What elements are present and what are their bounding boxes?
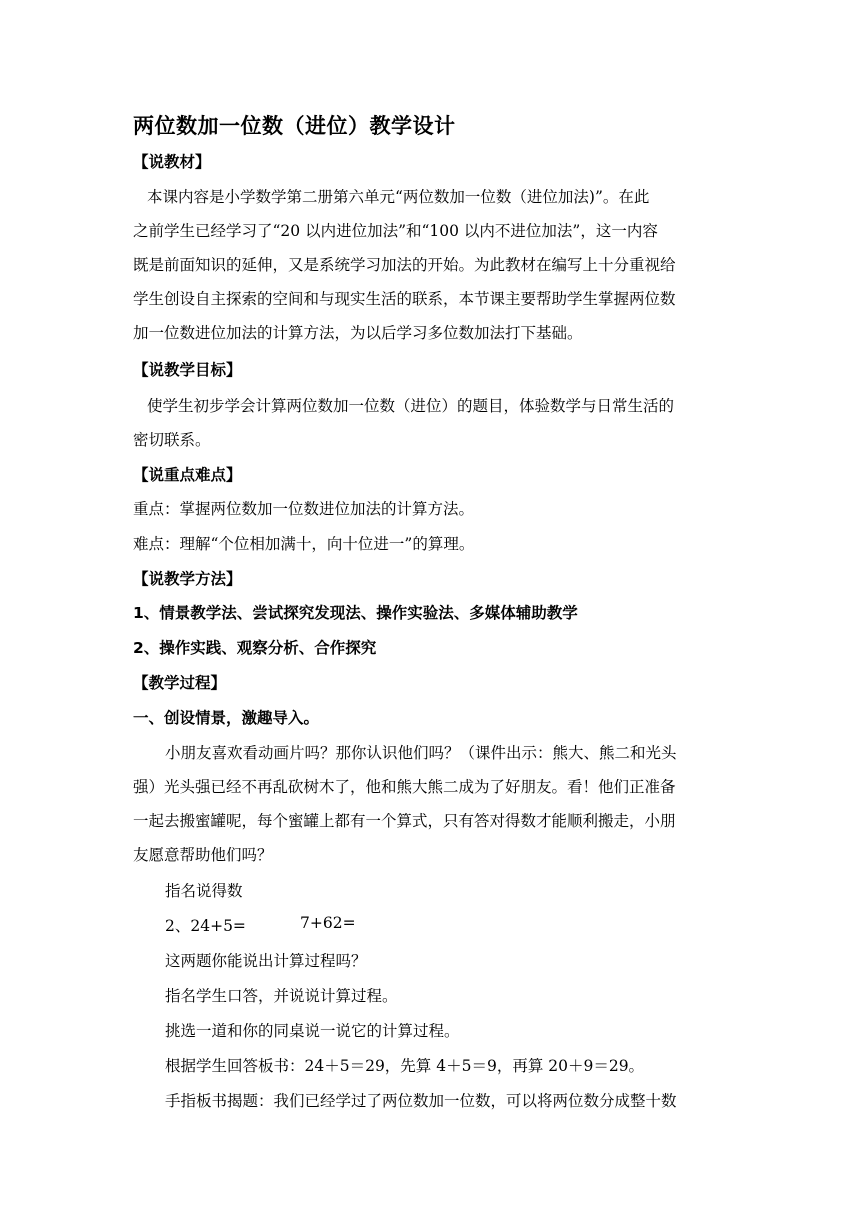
paragraph-line: 指名学生口答，并说说计算过程。	[165, 987, 398, 1005]
document-title: 两位数加一位数（进位）教学设计	[133, 113, 456, 138]
section-heading-process: 【教学过程】	[133, 674, 227, 692]
step-heading: 一、创设情景，激趣导入。	[133, 709, 320, 727]
paragraph-line: 这两题你能说出计算过程吗？	[165, 952, 367, 970]
paragraph-line: 密切联系。	[133, 431, 211, 449]
paragraph-line: 学生创设自主探索的空间和与现实生活的联系，本节课主要帮助学生掌握两位数	[133, 290, 676, 308]
section-heading-textbook: 【说教材】	[133, 153, 211, 171]
paragraph-line: 友愿意帮助他们吗？	[133, 846, 273, 864]
section-heading-goals: 【说教学目标】	[133, 361, 242, 379]
exercise-1: 2、24+5=	[165, 917, 246, 935]
paragraph-line: 使学生初步学会计算两位数加一位数（进位）的题目，体验数学与日常生活的	[147, 397, 675, 415]
key-point: 重点：掌握两位数加一位数进位加法的计算方法。	[133, 500, 475, 518]
paragraph-line: 手指板书揭题：我们已经学过了两位数加一位数，可以将两位数分成整十数	[165, 1092, 677, 1110]
method-item: 1、情景教学法、尝试探究发现法、操作实验法、多媒体辅助教学	[133, 604, 578, 622]
section-heading-methods: 【说教学方法】	[133, 570, 242, 588]
paragraph-line: 小朋友喜欢看动画片吗？那你认识他们吗？（课件出示：熊大、熊二和光头	[165, 744, 677, 762]
paragraph-line: 强）光头强已经不再乱砍树木了，他和熊大熊二成为了好朋友。看！他们正准备	[133, 778, 676, 796]
paragraph-line: 挑选一道和你的同桌说一说它的计算过程。	[165, 1022, 460, 1040]
section-heading-key-points: 【说重点难点】	[133, 466, 242, 484]
paragraph-line: 指名说得数	[165, 882, 243, 900]
difficult-point: 难点：理解“个位相加满十，向十位进一”的算理。	[133, 535, 475, 553]
paragraph-line: 本课内容是小学数学第二册第六单元“两位数加一位数（进位加法)”。在此	[147, 188, 650, 206]
paragraph-line: 根据学生回答板书：24＋5＝29，先算 4＋5＝9，再算 20＋9＝29。	[165, 1057, 645, 1075]
method-item: 2、操作实践、观察分析、合作探究	[133, 639, 377, 657]
paragraph-line: 之前学生已经学习了“20 以内进位加法”和“100 以内不进位加法”，这一内容	[133, 222, 658, 240]
exercise-2: 7+62=	[300, 914, 356, 932]
paragraph-line: 既是前面知识的延伸，又是系统学习加法的开始。为此教材在编写上十分重视给	[133, 256, 676, 274]
paragraph-line: 加一位数进位加法的计算方法，为以后学习多位数加法打下基础。	[133, 324, 583, 342]
paragraph-line: 一起去搬蜜罐呢，每个蜜罐上都有一个算式，只有答对得数才能顺利搬走，小朋	[133, 812, 676, 830]
